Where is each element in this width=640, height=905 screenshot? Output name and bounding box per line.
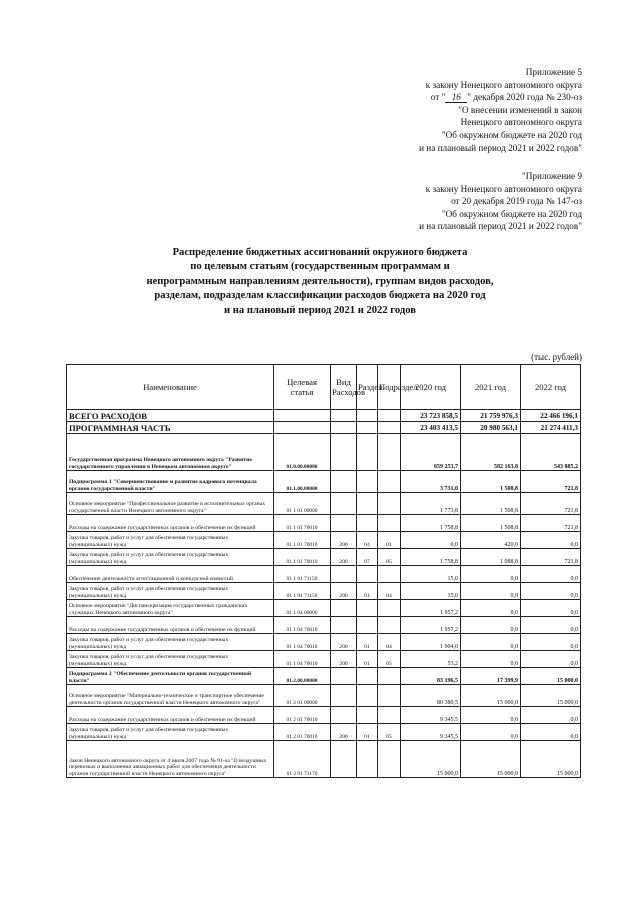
cell-2022: 721,8 [521,493,581,515]
cell-2020: 9 345,5 [401,707,461,724]
cell-name: ВСЕГО РАСХОДОВ [67,410,274,422]
cell-name: Расходы на содержание государственных органов и обеспечение их функций [67,617,274,634]
cell-vr [331,410,357,422]
cell-2021: 0,0 [461,600,521,617]
cell-2022: 543 885,2 [521,434,581,471]
header-2022: 2022 год [521,365,581,410]
cell-code [274,422,331,434]
appendix-9-line4: "Об окружном бюджете на 2020 год [441,208,582,219]
cell-2021: 15 000,0 [461,685,521,707]
table-row [67,724,581,741]
cell-code [274,410,331,422]
cell-2020: 83 196,5 [401,668,461,685]
table-row [67,634,581,651]
cell-rz [357,685,378,707]
table-row [67,685,581,707]
cell-name: Закупка товаров, работ и услуг для обеспечения государственных (муниципальных) нужд [67,549,274,566]
header-kind: Вид Расходов [331,365,357,410]
table-row [67,532,581,549]
cell-rz: 04 [357,532,378,549]
cell-2022: 15 000,0 [521,741,581,778]
table-row [67,434,581,471]
cell-pr [378,515,401,532]
cell-vr [331,493,357,515]
cell-rz [357,668,378,685]
header-2021: 2021 год [461,365,521,410]
cell-pr: 04 [378,634,401,651]
header-section: Раздел [357,365,378,410]
cell-2021: 1 508,8 [461,493,521,515]
cell-2021: 21 759 976,3 [461,410,521,422]
table-row [67,566,581,583]
appendix-5-line4: "О внесении изменений в закон [458,104,582,115]
cell-2021: 20 980 563,1 [461,422,521,434]
cell-2020: 3 731,0 [401,471,461,493]
cell-2020: 659 253,7 [401,434,461,471]
cell-2020: 1 904,0 [401,634,461,651]
cell-2022: 721,8 [521,515,581,532]
appendix-5-header [419,66,582,154]
cell-vr [331,668,357,685]
cell-2021: 1 508,8 [461,471,521,493]
cell-name: Основное мероприятие "Материально-техническое и транспортное обеспечение деятельности органов государственной власти Ненецкого автономного округа" [67,685,274,707]
cell-rz [357,471,378,493]
appendix-5-date-prefix: от " [430,92,446,103]
cell-pr [378,471,401,493]
cell-2020: 0,0 [401,532,461,549]
cell-name: Закон Ненецкого автономного округа от 4 июля 2007 года № 91-оз "О воздушных перевозках и выполнении авиационных работ для обеспечения деятельности органов государственной власти Ненецкого автономного округа" [67,741,274,778]
appendix-5-date-day: 16 [445,92,467,103]
table-row [67,410,581,422]
cell-vr [331,617,357,634]
cell-rz [357,707,378,724]
title-line1: Распределение бюджетных ассигнований окружного бюджета [172,247,468,258]
cell-vr [331,566,357,583]
cell-2021: 420,0 [461,532,521,549]
cell-code: 01.2.00.00000 [274,668,331,685]
cell-2022: 0,0 [521,724,581,741]
cell-vr [331,422,357,434]
cell-2022: 0,0 [521,707,581,724]
cell-name: Закупка товаров, работ и услуг для обеспечения государственных (муниципальных) нужд [67,651,274,668]
cell-2022: 15 000,0 [521,668,581,685]
cell-vr [331,434,357,471]
cell-name: Подпрограмма 2 "Обеспечение деятельности органов государственной власти" [67,668,274,685]
cell-name: Расходы на содержание государственных органов и обеспечение их функций [67,515,274,532]
cell-vr: 200 [331,549,357,566]
cell-rz: 01 [357,724,378,741]
cell-name: Обеспечение деятельности аттестационной и конкурсной комиссий [67,566,274,583]
header-subsection: Подраздел [378,365,401,410]
cell-code: 01 1 04 70010 [274,617,331,634]
appendix-9-header [419,170,582,233]
cell-code: 01 1 04 70010 [274,651,331,668]
cell-rz: 07 [357,549,378,566]
cell-2022: 0,0 [521,566,581,583]
cell-vr: 200 [331,532,357,549]
table-row [67,471,581,493]
cell-2022: 0,0 [521,617,581,634]
table-row [67,741,581,778]
cell-2022: 15 000,0 [521,685,581,707]
cell-name: Основное мероприятие "Диспансеризация государственных гражданских служащих Ненецкого автономного округа" [67,600,274,617]
cell-2021: 0,0 [461,651,521,668]
title-line4: разделам, подразделам классификации расходов бюджета на 2020 год [154,290,486,302]
cell-pr [378,410,401,422]
table-row [67,422,581,434]
cell-2021: 1 088,8 [461,549,521,566]
cell-code: 01 1 04 00000 [274,600,331,617]
cell-rz: 01 [357,651,378,668]
table-row [67,583,581,600]
cell-2021: 0,0 [461,707,521,724]
cell-pr [378,493,401,515]
appendix-5-line7: и на плановый период 2021 и 2022 годов" [419,142,582,153]
cell-rz [357,741,378,778]
cell-code: 01 1 01 00000 [274,493,331,515]
cell-pr: 04 [378,583,401,600]
cell-code: 01 2 01 70010 [274,724,331,741]
cell-pr [378,566,401,583]
cell-2021: 582 163,8 [461,434,521,471]
title-line3: непрограммным направлениям деятельности), группам видов расходов, [146,275,494,287]
units-label: (тыс. рублей) [531,352,582,362]
cell-2021: 1 508,8 [461,515,521,532]
table-row [67,668,581,685]
appendix-5-line1: Приложение 5 [525,67,582,77]
cell-pr: 01 [378,532,401,549]
cell-2020: 15,0 [401,566,461,583]
cell-2020: 1 758,8 [401,549,461,566]
cell-2020: 9 345,5 [401,724,461,741]
cell-vr: 200 [331,583,357,600]
cell-pr: 05 [378,549,401,566]
cell-2022: 22 466 196,1 [521,410,581,422]
cell-2020: 15,0 [401,583,461,600]
cell-pr [378,600,401,617]
cell-code: 01 1 01 70010 [274,515,331,532]
cell-2021: 0,0 [461,566,521,583]
table-row [67,600,581,617]
cell-rz: 01 [357,634,378,651]
appendix-9-line3: от 20 декабря 2019 года № 147-оз [451,196,582,207]
appendix-5-date-line [419,91,582,104]
cell-2022: 721,8 [521,549,581,566]
table-row [67,493,581,515]
cell-code: 01.1.00.00000 [274,471,331,493]
cell-2021: 0,0 [461,724,521,741]
cell-rz [357,493,378,515]
title-line2: по целевым статьям (государственным программам и [190,261,450,273]
appendix-5-line2: к закону Ненецкого автономного округа [425,79,582,90]
cell-2022: 0,0 [521,651,581,668]
cell-pr: 05 [378,724,401,741]
cell-vr [331,685,357,707]
cell-rz [357,515,378,532]
cell-2021: 0,0 [461,583,521,600]
cell-2020: 1 773,8 [401,493,461,515]
cell-2020: 80 380,5 [401,685,461,707]
cell-pr [378,685,401,707]
cell-rz: 01 [357,583,378,600]
appendix-5-line6: "Об окружном бюджете на 2020 год [441,129,582,140]
document-title [60,246,580,318]
cell-name: Основное мероприятие "Профессиональное развитие в исполнительных органах государственной власти Ненецкого автономного округа" [67,493,274,515]
cell-code: 01.0.00.00000 [274,434,331,471]
cell-code: 01 1 01 70010 [274,549,331,566]
cell-2020: 23 723 858,5 [401,410,461,422]
cell-2021: 15 000,0 [461,741,521,778]
header-2020: 2020 год [401,365,461,410]
cell-2020: 53,2 [401,651,461,668]
appendix-5-date-suffix: " декабря 2020 года № 230-оз [467,92,582,103]
cell-code: 01 1 01 71150 [274,566,331,583]
cell-vr [331,471,357,493]
header-name: Наименование [67,365,274,410]
table-header-row [67,365,581,410]
cell-2022: 0,0 [521,532,581,549]
cell-vr: 200 [331,651,357,668]
table-row [67,617,581,634]
cell-vr: 200 [331,634,357,651]
cell-2022: 0,0 [521,583,581,600]
cell-2022: 21 274 411,3 [521,422,581,434]
appendix-5-line5: Ненецкого автономного округа [460,117,582,128]
cell-pr [378,668,401,685]
cell-name: ПРОГРАММНАЯ ЧАСТЬ [67,422,274,434]
cell-vr [331,741,357,778]
cell-2021: 0,0 [461,634,521,651]
cell-2020: 1 758,8 [401,515,461,532]
cell-vr: 200 [331,724,357,741]
cell-2020: 1 957,2 [401,617,461,634]
cell-code: 01 1 01 70010 [274,532,331,549]
cell-name: Подпрограмма 1 "Совершенствование и развитие кадрового потенциала органов государственной власти" [67,471,274,493]
cell-code: 01 2 01 00000 [274,685,331,707]
cell-2021: 17 399,9 [461,668,521,685]
cell-2020: 15 000,0 [401,741,461,778]
cell-vr [331,600,357,617]
cell-vr [331,515,357,532]
appendix-9-line2: к закону Ненецкого автономного округа [425,183,582,194]
cell-code: 01 2 01 71170 [274,741,331,778]
table-row [67,515,581,532]
cell-2022: 0,0 [521,634,581,651]
cell-pr [378,707,401,724]
cell-vr [331,707,357,724]
cell-rz [357,410,378,422]
cell-pr [378,741,401,778]
cell-rz [357,600,378,617]
cell-pr: 05 [378,651,401,668]
cell-2022: 0,0 [521,600,581,617]
budget-table [66,364,581,778]
cell-code: 01 2 01 70010 [274,707,331,724]
cell-2021: 0,0 [461,617,521,634]
table-row [67,549,581,566]
cell-code: 01 1 04 70010 [274,634,331,651]
cell-pr [378,434,401,471]
cell-rz [357,566,378,583]
header-target: Целевая статья [274,365,331,410]
table-row [67,707,581,724]
cell-name: Государственная программа Ненецкого автономного округа "Развитие государственного управления в Ненецком автономном округе" [67,434,274,471]
cell-rz [357,422,378,434]
cell-2020: 1 957,2 [401,600,461,617]
cell-pr [378,422,401,434]
title-line5: и на плановый период 2021 и 2022 годов [224,304,416,316]
table-row [67,651,581,668]
cell-pr [378,617,401,634]
cell-2020: 23 403 413,5 [401,422,461,434]
cell-code: 01 1 01 71150 [274,583,331,600]
cell-name: Закупка товаров, работ и услуг для обеспечения государственных (муниципальных) нужд [67,634,274,651]
appendix-9-line5: и на плановый период 2021 и 2022 годов" [419,221,582,232]
cell-name: Закупка товаров, работ и услуг для обеспечения государственных (муниципальных) нужд [67,724,274,741]
cell-2022: 721,8 [521,471,581,493]
cell-rz [357,617,378,634]
cell-name: Расходы на содержание государственных органов и обеспечение их функций [67,707,274,724]
appendix-9-line1: "Приложение 9 [522,171,582,181]
cell-rz [357,434,378,471]
cell-name: Закупка товаров, работ и услуг для обеспечения государственных (муниципальных) нужд [67,583,274,600]
cell-name: Закупка товаров, работ и услуг для обеспечения государственных (муниципальных) нужд [67,532,274,549]
